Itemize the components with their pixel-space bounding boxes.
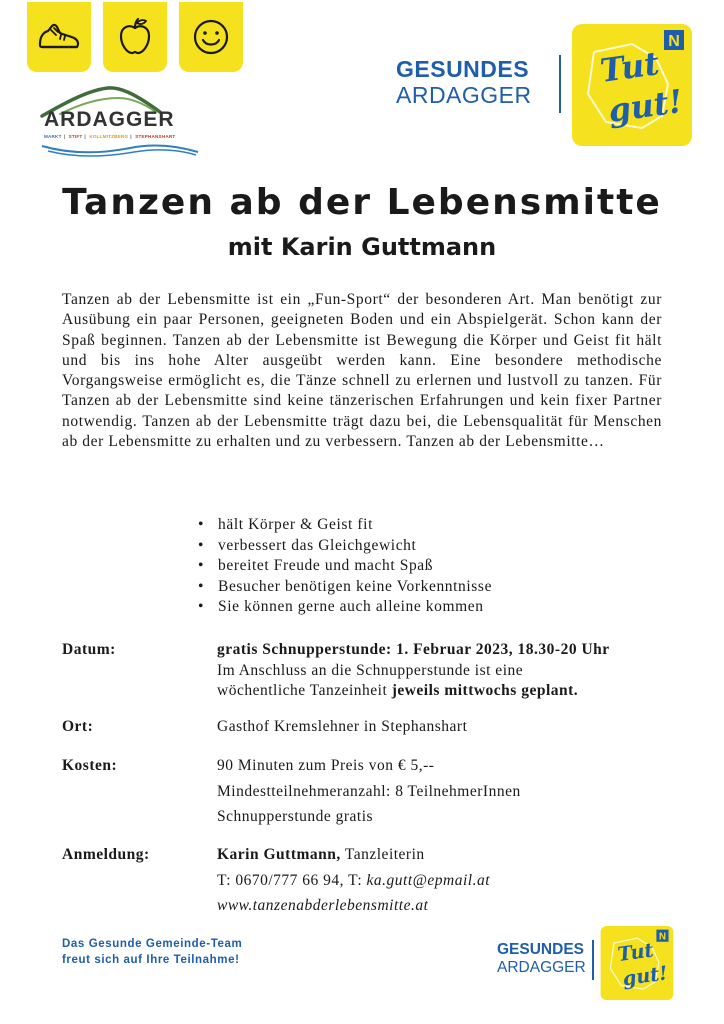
smiley-icon xyxy=(188,14,234,60)
logo-separator-small xyxy=(592,940,594,980)
logo-separator xyxy=(559,55,561,113)
tut-gut-line1: Tut xyxy=(597,44,662,90)
tut-gut-line2: gut! xyxy=(605,81,685,130)
datum-line3-bold: jeweils mittwochs geplant. xyxy=(391,682,579,699)
contact-role: Tanzleiterin xyxy=(340,846,425,863)
page-subtitle: mit Karin Guttmann xyxy=(227,233,497,261)
anmeldung-phone-line xyxy=(217,868,677,894)
kosten-line1: 90 Minuten zum Preis von € 5,-- xyxy=(217,757,435,774)
list-item: • Besucher benötigen keine Vorkenntnisse xyxy=(196,577,492,598)
ardagger-sub-markt: MARKT xyxy=(44,134,62,139)
contact-email-link[interactable]: ka.gutt@epmail.at xyxy=(366,871,491,889)
datum-line3-plain: wöchentliche Tanzeinheit xyxy=(217,682,392,699)
footer-line1: Das Gesunde Gemeinde-Team xyxy=(62,938,243,950)
tut-gut-small-line2: gut! xyxy=(621,961,670,991)
datum-line3 xyxy=(217,681,677,702)
gesundes-small-line1: GESUNDES xyxy=(497,941,584,958)
top-icon-tiles xyxy=(27,2,243,72)
kosten-value xyxy=(217,753,677,830)
contact-phone: T: 0670/777 66 94, T: xyxy=(217,871,367,889)
list-item: • bereitet Freude und macht Spaß xyxy=(196,556,492,577)
river-wave-icon xyxy=(40,140,200,158)
ort-value: Gasthof Kremslehner in Stephanshart xyxy=(217,718,468,735)
gesundes-logo-line1: GESUNDES xyxy=(396,56,530,82)
running-shoe-icon xyxy=(36,14,82,60)
tut-gut-small-line1: Tut xyxy=(616,938,655,967)
ardagger-sub-stift: STIFT xyxy=(68,134,83,139)
kosten-line2: Mindestteilnehmeranzahl: 8 TeilnehmerInnen xyxy=(217,782,521,800)
tut-gut-logo-small xyxy=(600,926,674,1000)
info-anmeldung xyxy=(62,842,672,918)
gesundes-small-line2: ARDAGGER xyxy=(497,959,586,976)
ardagger-logo-subtitle: MARKT | STIFT | KOLLMITZBERG | STEPHANSHART xyxy=(44,134,176,139)
tut-gut-badge: N xyxy=(668,33,680,50)
info-datum xyxy=(62,640,672,704)
tut-gut-small-badge: N xyxy=(658,931,666,943)
info-kosten xyxy=(62,753,672,829)
shoe-tile xyxy=(27,2,91,72)
kosten-line3: Schnupperstunde gratis xyxy=(217,808,374,825)
datum-line1: gratis Schnupperstunde: 1. Februar 2023, 18.30-20 Uhr xyxy=(217,641,610,658)
kosten-label: Kosten: xyxy=(62,757,118,774)
list-item: • hält Körper & Geist fit xyxy=(196,515,492,536)
apple-tile xyxy=(103,2,167,72)
anmeldung-label: Anmeldung: xyxy=(62,846,150,863)
list-item: • verbessert das Gleichgewicht xyxy=(196,536,492,557)
ardagger-sub-stephanshart: STEPHANSHART xyxy=(135,134,176,139)
smiley-tile xyxy=(179,2,243,72)
gesundes-ardagger-logo-small xyxy=(497,941,586,977)
apple-icon xyxy=(112,14,158,60)
ort-label: Ort: xyxy=(62,718,94,735)
gesundes-logo-line2: ARDAGGER xyxy=(396,82,532,108)
page-title: Tanzen ab der Lebensmitte xyxy=(62,182,662,223)
website-link[interactable]: www.tanzenabderlebensmitte.at xyxy=(217,897,429,914)
ardagger-sub-kollmitzberg: KOLLMITZBERG xyxy=(89,134,129,139)
anmeldung-contact xyxy=(217,842,677,868)
tut-gut-logo xyxy=(572,24,692,146)
list-item: • Sie können gerne auch alleine kommen xyxy=(196,597,492,618)
datum-label: Datum: xyxy=(62,641,116,658)
intro-paragraph: Tanzen ab der Lebensmitte ist ein „Fun-Sport“ der besonderen Art. Man benötigt zur Ausübung ein paar Personen, geeigneten Boden und ein Abspielgerät. Schon kann der Spaß beginnen. Tanzen ab der Lebensmitte ist Bewegung die Körper und Geist fit hält und bis ins hohe Alter ausgeübt werden kann. Eine besondere methodische Vorgangsweise ermöglicht es, die Tänze schnell zu erlernen und lustvoll zu tanzen. Für Tanzen ab der Lebensmitte sind keine tänzerischen Erfahrungen und kein fixer Partner notwendig. Tanzen ab der Lebensmitte trägt dazu bei, die Lebensqualität für Menschen ab der Lebensmitte zu erhalten und zu verbessern. Tanzen ab der Lebensmitte… xyxy=(62,291,662,451)
datum-line2: Im Anschluss an die Schnupperstunde ist eine xyxy=(217,661,524,679)
ardagger-logo xyxy=(40,82,200,158)
footer-message xyxy=(62,936,242,968)
gesundes-ardagger-logo xyxy=(396,56,546,108)
datum-value xyxy=(217,640,677,702)
ardagger-logo-word: ARDAGGER xyxy=(44,108,175,131)
contact-name: Karin Guttmann, xyxy=(217,846,341,863)
benefits-list xyxy=(196,515,492,618)
info-ort xyxy=(62,717,672,739)
footer-line2: freut sich auf Ihre Teilnahme! xyxy=(62,954,240,966)
anmeldung-value xyxy=(217,842,677,919)
